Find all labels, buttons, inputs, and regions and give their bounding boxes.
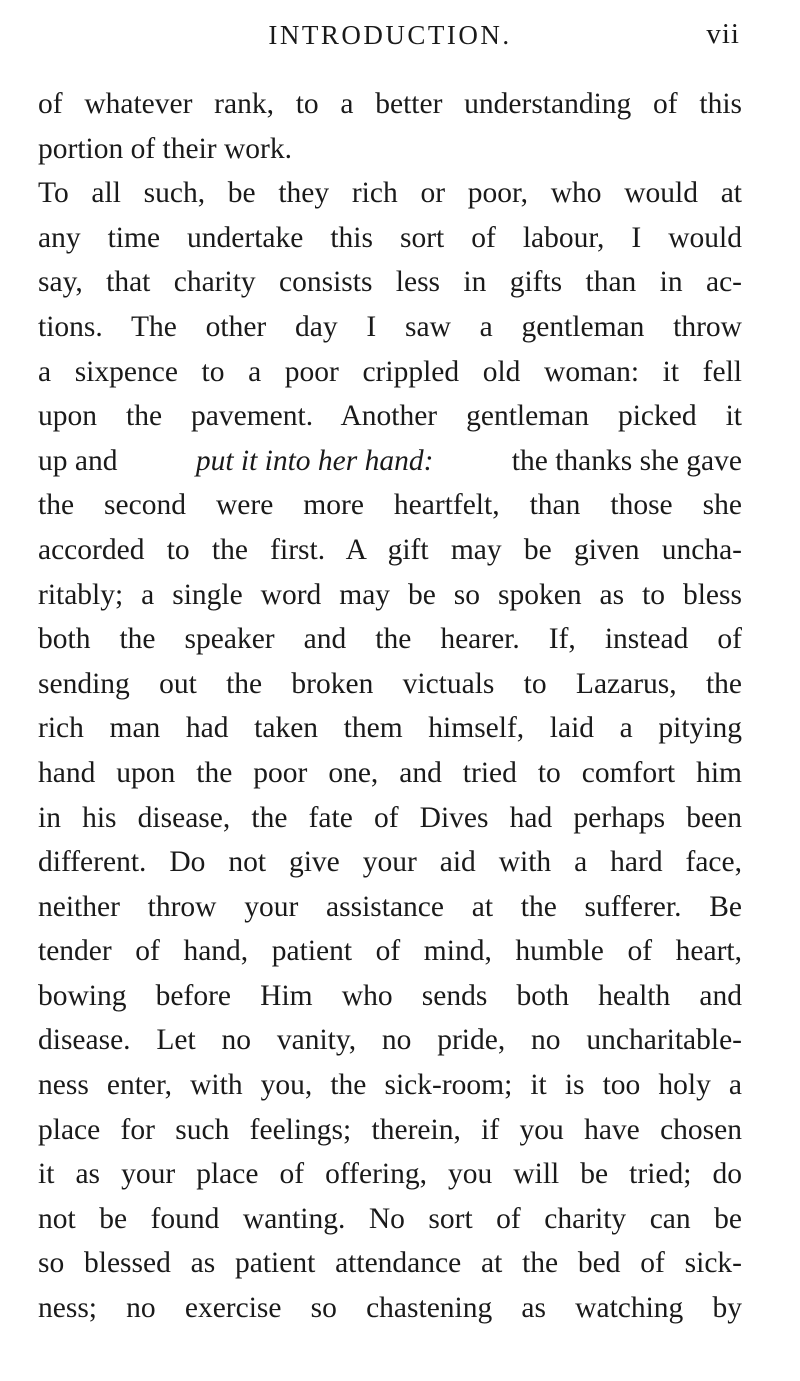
- italic-phrase: put it into her hand:: [195, 444, 434, 477]
- text-line-6: tions. The other day I saw a gentleman throw: [38, 310, 742, 343]
- text-line-3: To all such, be they rich or poor, who would at: [38, 177, 742, 210]
- text-line-11: accorded to the first. A gift may be given uncha-: [38, 533, 742, 566]
- text-line-16: hand upon the poor one, and tried to comfort him: [38, 756, 742, 789]
- text-line-7: a sixpence to a poor crippled old woman: it fell: [38, 355, 742, 388]
- body-text: [38, 82, 742, 1331]
- text-line-9-end: the thanks she gave: [511, 444, 742, 477]
- text-line-19: neither throw your assistance at the sufferer. Be: [38, 890, 742, 923]
- page-header: [40, 12, 740, 52]
- text-line-22: disease. Let no vanity, no pride, no uncharitable-: [38, 1024, 742, 1057]
- running-head: INTRODUCTION.: [268, 20, 512, 50]
- text-line-13: both the speaker and the hearer. If, instead of: [38, 623, 742, 656]
- text-line-21: bowing before Him who sends both health and: [38, 979, 742, 1012]
- text-line-1: of whatever rank, to a better understanding of this: [38, 88, 742, 120]
- text-line-18: different. Do not give your aid with a hard face,: [38, 846, 742, 879]
- text-line-24: place for such feelings; therein, if you have chosen: [38, 1113, 742, 1146]
- text-line-5: say, that charity consists less in gifts than in ac-: [38, 266, 742, 299]
- text-line-2: portion of their work.: [38, 132, 292, 165]
- text-line-25: it as your place of offering, you will be tried; do: [38, 1158, 742, 1191]
- text-line-20: tender of hand, patient of mind, humble of heart,: [38, 935, 742, 968]
- text-line-15: rich man had taken them himself, laid a pitying: [38, 712, 742, 745]
- text-line-28: ness; no exercise so chastening as watching by: [38, 1292, 742, 1325]
- text-line-17: in his disease, the fate of Dives had perhaps been: [38, 801, 742, 834]
- text-line-26: not be found wanting. No sort of charity can be: [38, 1202, 742, 1235]
- text-line-23: ness enter, with you, the sick-room; it is too holy a: [38, 1069, 742, 1102]
- text-line-8: upon the pavement. Another gentleman picked it: [38, 400, 742, 433]
- text-line-27: so blessed as patient attendance at the bed of sick-: [38, 1247, 742, 1280]
- page-number: vii: [706, 18, 740, 50]
- text-line-12: ritably; a single word may be so spoken as to bless: [38, 578, 742, 611]
- text-line-14: sending out the broken victuals to Lazarus, the: [38, 667, 742, 700]
- text-line-9-start: up and: [38, 444, 118, 477]
- text-line-10: the second were more heartfelt, than those she: [38, 489, 742, 522]
- text-line-9: [38, 439, 742, 484]
- text-line-4: any time undertake this sort of labour, I would: [38, 221, 742, 254]
